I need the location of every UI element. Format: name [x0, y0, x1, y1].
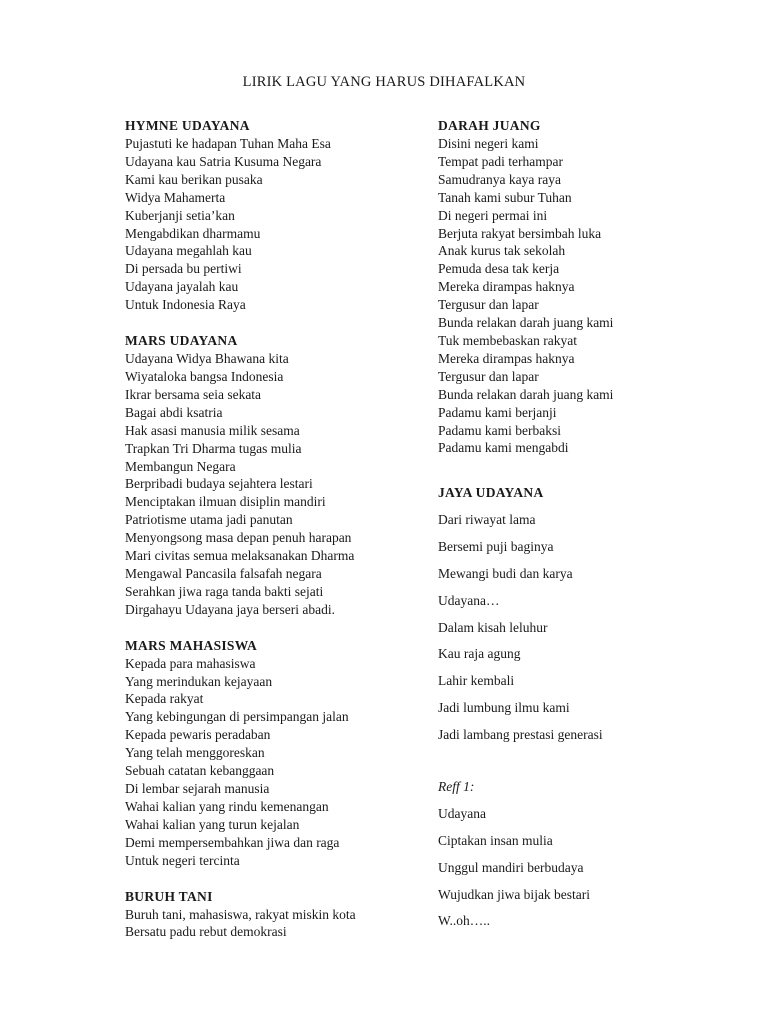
- song-title: MARS MAHASISWA: [125, 637, 258, 653]
- lyric-line: Udayana…: [438, 592, 500, 608]
- lyric-line: Demi mempersembahkan jiwa dan raga: [125, 834, 340, 850]
- lyric-line: Kepada pewaris peradaban: [125, 727, 271, 743]
- lyric-line: Widya Mahamerta: [125, 189, 226, 205]
- song-title: BURUH TANI: [125, 888, 213, 904]
- lyric-line: Mereka dirampas haknya: [438, 350, 575, 366]
- lyric-line: Udayana Widya Bhawana kita: [125, 351, 289, 367]
- lyric-line: Udayana jayalah kau: [125, 279, 239, 295]
- right-column: [438, 117, 748, 939]
- lyric-line: Disini negeri kami: [438, 136, 539, 151]
- lyric-line: Bersatu padu rebut demokrasi: [125, 924, 287, 940]
- lyric-line: Ciptakan insan mulia: [438, 833, 553, 849]
- song-title: MARS UDAYANA: [125, 333, 238, 349]
- song-title: JAYA UDAYANA: [438, 485, 544, 501]
- lyric-line: Berpribadi budaya sejahtera lestari: [125, 476, 313, 492]
- lyric-line: Sebuah catatan kebanggaan: [125, 763, 275, 779]
- lyric-line: Trapkan Tri Dharma tugas mulia: [125, 440, 302, 456]
- lyric-line: Anak kurus tak sekolah: [438, 243, 566, 259]
- lyric-line: Patriotisme utama jadi panutan: [125, 512, 293, 528]
- lyric-line: Bunda relakan darah juang kami: [438, 386, 614, 402]
- lyric-line: Wahai kalian yang rindu kemenangan: [125, 798, 329, 814]
- lyric-line: Kau raja agung: [438, 646, 521, 662]
- lyric-line: Serahkan jiwa raga tanda bakti sejati: [125, 583, 324, 599]
- reff-label: Reff 1:: [438, 779, 475, 795]
- lyric-line: Di lembar sejarah manusia: [125, 781, 270, 796]
- lyric-line: Unggul mandiri berbudaya: [438, 859, 584, 875]
- lyric-line: Dalam kisah leluhur: [438, 619, 548, 635]
- lyric-line: Tergusur dan lapar: [438, 297, 539, 313]
- lyric-line: Mewangi budi dan karya: [438, 565, 573, 581]
- song-mars-udayana: [125, 332, 425, 619]
- lyric-line: Udayana megahlah kau: [125, 243, 252, 259]
- lyric-line: Kuberjanji setia’kan: [125, 207, 235, 223]
- lyric-line: Wujudkan jiwa bijak bestari: [438, 886, 591, 902]
- song-title: HYMNE UDAYANA: [125, 118, 250, 133]
- lyric-line: Jadi lumbung ilmu kami: [438, 699, 570, 715]
- lyric-line: Membangun Negara: [125, 458, 236, 474]
- song-hymne-udayana: [125, 117, 425, 314]
- lyric-line: Tergusur dan lapar: [438, 368, 539, 384]
- lyric-line: Di negeri permai ini: [438, 207, 548, 223]
- lyric-line: Udayana: [438, 806, 486, 822]
- lyric-line: Padamu kami berbaksi: [438, 422, 561, 438]
- lyric-line: Padamu kami mengabdi: [438, 440, 569, 456]
- lyric-line: Mengabdikan dharmamu: [125, 225, 261, 241]
- lyric-line: Pemuda desa tak kerja: [438, 261, 560, 277]
- lyric-line: Kepada para mahasiswa: [125, 655, 256, 671]
- lyric-line: Mengawal Pancasila falsafah negara: [125, 565, 322, 581]
- lyric-line: Ikrar bersama seia sekata: [125, 386, 262, 402]
- lyric-line: Bersemi puji baginya: [438, 539, 554, 555]
- lyric-line: Mari civitas semua melaksanakan Dharma: [125, 548, 355, 564]
- lyric-line: Lahir kembali: [438, 673, 515, 689]
- song-buruh-tani: [125, 888, 425, 942]
- song-title: DARAH JUANG: [438, 118, 541, 133]
- lyric-line: Tuk membebaskan rakyat: [438, 332, 577, 348]
- lyric-line: W..oh…..: [438, 913, 491, 929]
- lyric-line: Mereka dirampas haknya: [438, 279, 575, 295]
- page-title: LIRIK LAGU YANG HARUS DIHAFALKAN: [242, 74, 526, 90]
- song-jaya-udayana: [438, 484, 748, 929]
- lyric-line: Yang telah menggoreskan: [125, 745, 265, 761]
- lyric-line: Hak asasi manusia milik sesama: [125, 422, 300, 438]
- lyric-line: Dari riwayat lama: [438, 512, 536, 528]
- lyric-line: Yang kebingungan di persimpangan jalan: [125, 709, 349, 725]
- lyric-line: Untuk negeri tercinta: [125, 852, 240, 868]
- lyric-line: Berjuta rakyat bersimbah luka: [438, 225, 602, 241]
- lyric-line: Udayana kau Satria Kusuma Negara: [125, 153, 322, 169]
- lyric-line: Kepada rakyat: [125, 691, 204, 707]
- lyric-line: Buruh tani, mahasiswa, rakyat miskin kota: [125, 906, 356, 922]
- lyric-line: Wiyataloka bangsa Indonesia: [125, 368, 284, 384]
- lyric-line: Yang merindukan kejayaan: [125, 673, 273, 689]
- lyric-line: Wahai kalian yang turun kejalan: [125, 816, 300, 832]
- lyric-line: Bunda relakan darah juang kami: [438, 315, 614, 331]
- left-column: [125, 117, 425, 941]
- lyric-line: Menciptakan ilmuan disiplin mandiri: [125, 494, 326, 510]
- lyric-line: Di persada bu pertiwi: [125, 261, 242, 277]
- lyric-line: Dirgahayu Udayana jaya berseri abadi.: [125, 601, 336, 617]
- lyric-line: Padamu kami berjanji: [438, 404, 557, 420]
- lyric-line: Pujastuti ke hadapan Tuhan Maha Esa: [125, 136, 331, 151]
- song-darah-juang: [438, 117, 748, 457]
- song-mars-mahasiswa: [125, 637, 425, 870]
- lyric-line: Bagai abdi ksatria: [125, 404, 223, 420]
- lyric-line: Untuk Indonesia Raya: [125, 297, 246, 313]
- lyric-line: Kami kau berikan pusaka: [125, 171, 263, 187]
- lyric-line: Menyongsong masa depan penuh harapan: [125, 530, 352, 546]
- lyric-line: Samudranya kaya raya: [438, 171, 561, 187]
- lyric-line: Jadi lambang prestasi generasi: [438, 726, 603, 742]
- lyric-line: Tanah kami subur Tuhan: [438, 189, 572, 205]
- lyric-line: Tempat padi terhampar: [438, 153, 564, 169]
